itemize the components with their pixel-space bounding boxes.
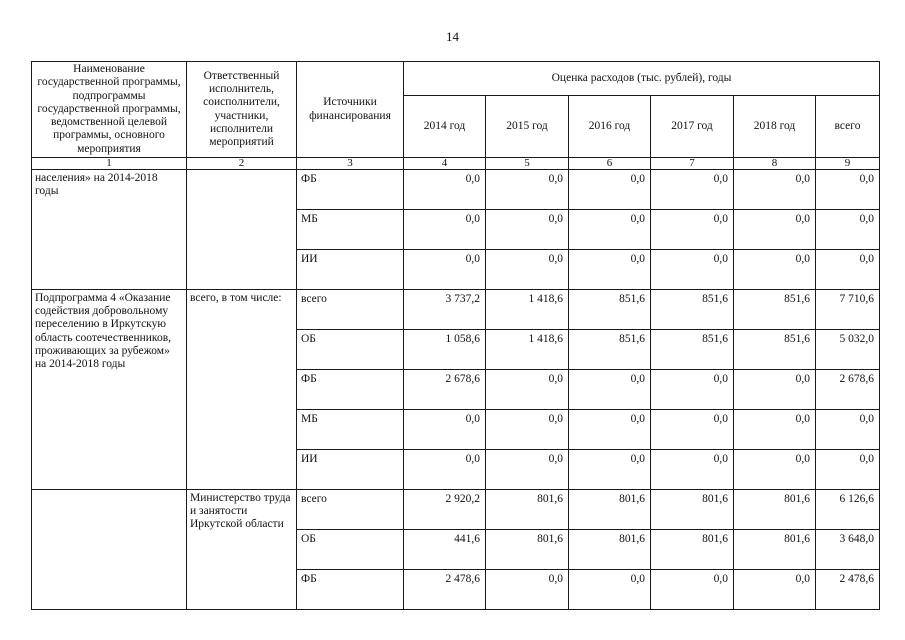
page-number: 14	[446, 29, 459, 44]
year-value-cell: 0,0	[651, 250, 734, 290]
program-name-cell	[32, 490, 187, 610]
program-name-cell: населения» на 2014-2018 годы	[32, 170, 187, 290]
header-total: всего	[816, 96, 880, 158]
header-funding-sources: Источники финансирования	[297, 62, 404, 158]
year-value-cell: 801,6	[651, 530, 734, 570]
column-number: 3	[297, 158, 404, 170]
column-number: 5	[486, 158, 569, 170]
year-value-cell: 851,6	[569, 330, 651, 370]
year-value-cell: 0,0	[569, 410, 651, 450]
expenditure-table	[31, 61, 880, 610]
year-value-cell: 0,0	[734, 410, 816, 450]
year-value-cell: 0,0	[569, 370, 651, 410]
year-value-cell: 0,0	[486, 370, 569, 410]
column-number: 6	[569, 158, 651, 170]
year-value-cell: 0,0	[569, 170, 651, 210]
year-value-cell: 0,0	[651, 370, 734, 410]
table-row	[32, 490, 880, 530]
total-value-cell: 7 710,6	[816, 290, 880, 330]
year-value-cell: 801,6	[486, 530, 569, 570]
total-value-cell: 2 678,6	[816, 370, 880, 410]
year-value-cell: 0,0	[569, 450, 651, 490]
header-year: 2017 год	[651, 96, 734, 158]
year-value-cell: 0,0	[404, 250, 486, 290]
year-value-cell: 0,0	[569, 570, 651, 610]
year-value-cell: 0,0	[734, 170, 816, 210]
year-value-cell: 0,0	[486, 570, 569, 610]
header-program-name: Наименование государственной программы, подпрограммы государственной программы, ведомственной целевой программы, основного мероприятия	[32, 62, 187, 158]
year-value-cell: 0,0	[486, 210, 569, 250]
year-value-cell: 0,0	[651, 170, 734, 210]
year-value-cell: 0,0	[734, 210, 816, 250]
year-value-cell: 0,0	[651, 210, 734, 250]
total-value-cell: 6 126,6	[816, 490, 880, 530]
year-value-cell: 851,6	[734, 330, 816, 370]
year-value-cell: 0,0	[734, 570, 816, 610]
funding-source-cell: всего	[297, 490, 404, 530]
year-value-cell: 801,6	[734, 530, 816, 570]
year-value-cell: 2 920,2	[404, 490, 486, 530]
year-value-cell: 0,0	[404, 450, 486, 490]
year-value-cell: 0,0	[734, 370, 816, 410]
year-value-cell: 0,0	[486, 170, 569, 210]
total-value-cell: 0,0	[816, 450, 880, 490]
year-value-cell: 801,6	[734, 490, 816, 530]
year-value-cell: 801,6	[569, 530, 651, 570]
year-value-cell: 0,0	[404, 170, 486, 210]
column-number: 8	[734, 158, 816, 170]
year-value-cell: 851,6	[651, 290, 734, 330]
year-value-cell: 0,0	[404, 410, 486, 450]
year-value-cell: 1 058,6	[404, 330, 486, 370]
funding-source-cell: ОБ	[297, 530, 404, 570]
funding-source-cell: ИИ	[297, 450, 404, 490]
year-value-cell: 0,0	[569, 210, 651, 250]
year-value-cell: 1 418,6	[486, 290, 569, 330]
year-value-cell: 0,0	[404, 210, 486, 250]
header-estimate: Оценка расходов (тыс. рублей), годы	[404, 62, 880, 96]
total-value-cell: 2 478,6	[816, 570, 880, 610]
table-row	[32, 170, 880, 210]
header-responsible: Ответственный исполнитель, соисполнители, участники, исполнители мероприятий	[187, 62, 297, 158]
program-name-cell: Подпрограмма 4 «Оказание содействия добровольному переселению в Иркутскую область соотечественников, проживающих за рубежом» на 2014-2018 годы	[32, 290, 187, 490]
responsible-cell: Министерство труда и занятости Иркутской области	[187, 490, 297, 610]
table-row	[32, 290, 880, 330]
total-value-cell: 0,0	[816, 410, 880, 450]
year-value-cell: 0,0	[651, 450, 734, 490]
year-value-cell: 0,0	[651, 410, 734, 450]
year-value-cell: 441,6	[404, 530, 486, 570]
year-value-cell: 801,6	[486, 490, 569, 530]
year-value-cell: 801,6	[569, 490, 651, 530]
year-value-cell: 851,6	[734, 290, 816, 330]
year-value-cell: 851,6	[651, 330, 734, 370]
total-value-cell: 5 032,0	[816, 330, 880, 370]
year-value-cell: 2 678,6	[404, 370, 486, 410]
funding-source-cell: ФБ	[297, 370, 404, 410]
year-value-cell: 0,0	[486, 450, 569, 490]
total-value-cell: 0,0	[816, 170, 880, 210]
funding-source-cell: всего	[297, 290, 404, 330]
funding-source-cell: МБ	[297, 410, 404, 450]
column-number: 9	[816, 158, 880, 170]
total-value-cell: 0,0	[816, 250, 880, 290]
year-value-cell: 0,0	[734, 450, 816, 490]
funding-source-cell: ФБ	[297, 170, 404, 210]
year-value-cell: 3 737,2	[404, 290, 486, 330]
column-number: 7	[651, 158, 734, 170]
header-year: 2015 год	[486, 96, 569, 158]
column-number: 4	[404, 158, 486, 170]
responsible-cell	[187, 170, 297, 290]
year-value-cell: 801,6	[651, 490, 734, 530]
year-value-cell: 0,0	[486, 250, 569, 290]
year-value-cell: 0,0	[651, 570, 734, 610]
funding-source-cell: ИИ	[297, 250, 404, 290]
funding-source-cell: МБ	[297, 210, 404, 250]
total-value-cell: 0,0	[816, 210, 880, 250]
year-value-cell: 1 418,6	[486, 330, 569, 370]
column-number: 1	[32, 158, 187, 170]
year-value-cell: 0,0	[734, 250, 816, 290]
year-value-cell: 0,0	[569, 250, 651, 290]
funding-source-cell: ОБ	[297, 330, 404, 370]
header-year: 2016 год	[569, 96, 651, 158]
year-value-cell: 0,0	[486, 410, 569, 450]
column-number: 2	[187, 158, 297, 170]
header-year: 2014 год	[404, 96, 486, 158]
year-value-cell: 2 478,6	[404, 570, 486, 610]
total-value-cell: 3 648,0	[816, 530, 880, 570]
funding-source-cell: ФБ	[297, 570, 404, 610]
responsible-cell: всего, в том числе:	[187, 290, 297, 490]
year-value-cell: 851,6	[569, 290, 651, 330]
header-year: 2018 год	[734, 96, 816, 158]
